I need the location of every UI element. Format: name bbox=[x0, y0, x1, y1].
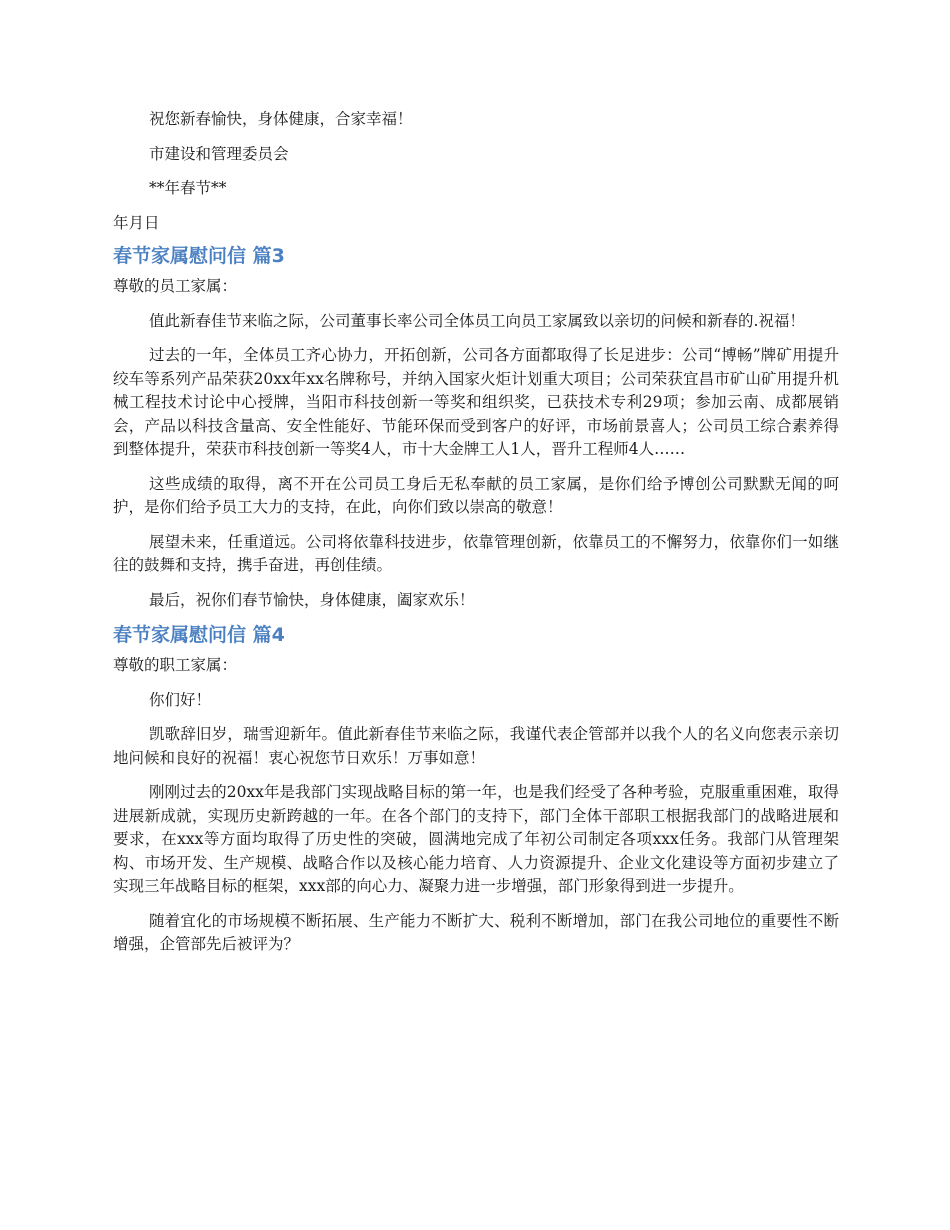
closing-signature-date: **年春节** bbox=[149, 179, 227, 197]
section-4-salutation: 尊敬的职工家属： bbox=[113, 656, 238, 674]
section-4-paragraph: 随着宜化的市场规模不断拓展、生产能力不断扩大、税利不断增加，部门在我公司地位的重要性不断增强，企管部先后被评为？ bbox=[113, 911, 839, 953]
section-3-paragraph: 过去的一年，全体员工齐心协力，开拓创新，公司各方面都取得了长足进步：公司“博畅”牌矿用提升绞车等系列产品荣获20xx年xx名牌称号，并纳入国家火炬计划重大项目；公司荣获宜昌市矿山矿用提升机械工程技术讨论中心授牌，当阳市科技创新一等奖和组织奖，已获技术专利29项；参加云南、成都展销会，产品以科技含量高、安全性能好、节能环保而受到客户的好评，市场前景喜人；公司员工综合素养得到整体提升，荣获市科技创新一等奖4人，市十大金牌工人1人，晋升工程师4人…… bbox=[113, 346, 839, 458]
section-4-paragraph: 凯歌辞旧岁，瑞雪迎新年。值此新春佳节来临之际，我谨代表企管部并以我个人的名义向您表示亲切地问候和良好的祝福！衷心祝您节日欢乐！万事如意！ bbox=[113, 725, 839, 767]
closing-wish: 祝您新春愉快，身体健康，合家幸福！ bbox=[149, 110, 413, 128]
document-page bbox=[113, 108, 839, 957]
section-4-paragraph: 刚刚过去的20xx年是我部门实现战略目标的第一年，也是我们经受了各种考验，克服重重困难，取得进展新成就，实现历史新跨越的一年。在各个部门的支持下，部门全体干部职工根据我部门的战略进展和要求，在xxx等方面均取得了历史性的突破，圆满地完成了年初公司制定各项xxx任务。我部门从管理架构、市场开发、生产规模、战略合作以及核心能力培育、人力资源提升、企业文化建设等方面初步建立了实现三年战略目标的框架，xxx部的向心力、凝聚力进一步增强，部门形象得到进一步提升。 bbox=[113, 783, 839, 895]
section-3-paragraph: 值此新春佳节来临之际，公司董事长率公司全体员工向员工家属致以亲切的问候和新春的.祝福！ bbox=[149, 311, 805, 330]
section-4-paragraph: 你们好！ bbox=[149, 690, 212, 709]
section-3-paragraph: 最后，祝你们春节愉快，身体健康，阖家欢乐！ bbox=[149, 590, 475, 609]
section-3-paragraph: 这些成绩的取得，离不开在公司员工身后无私奉献的员工家属，是你们给予博创公司默默无闻的呵护，是你们给予员工大力的支持，在此，向你们致以崇高的敬意！ bbox=[113, 474, 839, 516]
section-3-salutation: 尊敬的员工家属： bbox=[113, 277, 238, 295]
closing-date-line: 年月日 bbox=[113, 213, 160, 232]
closing-signature: 市建设和管理委员会 bbox=[149, 144, 289, 163]
section-3-heading: 春节家属慰问信 篇3 bbox=[113, 245, 285, 267]
section-4-heading: 春节家属慰问信 篇4 bbox=[113, 624, 285, 646]
section-3-paragraph: 展望未来，任重道远。公司将依靠科技进步，依靠管理创新，依靠员工的不懈努力，依靠你们一如继往的鼓舞和支持，携手奋进，再创佳绩。 bbox=[113, 532, 839, 574]
